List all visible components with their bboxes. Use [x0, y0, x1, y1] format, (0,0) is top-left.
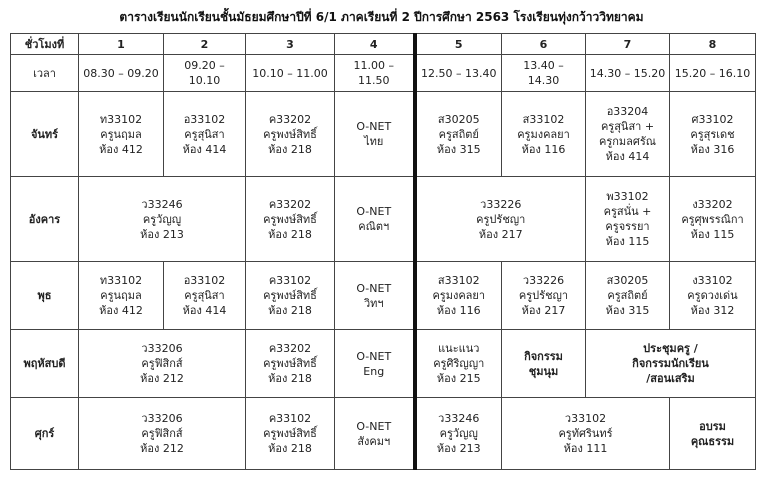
time-p4-start: 11.00 –: [353, 59, 394, 72]
room: ห้อง 312: [690, 304, 735, 317]
time-p6-end: 14.30: [527, 74, 560, 87]
room: ห้อง 116: [436, 304, 481, 317]
onet-subject: สังคมฯ: [357, 434, 391, 448]
room: ห้อง 212: [140, 372, 184, 385]
activity-line-2: กิจกรรมนักเรียน: [632, 357, 709, 370]
teacher: ครูพงษ์สิทธิ์: [263, 357, 317, 370]
onet-label: O-NET: [356, 281, 392, 295]
time-p4: [335, 55, 415, 92]
onet-subject: ไทย: [364, 135, 384, 148]
meeting-activity-cell: [586, 330, 756, 398]
period-3-header: 3: [246, 34, 335, 55]
teacher: ครูดวงเด่น: [687, 289, 738, 302]
room: ห้อง 215: [436, 372, 481, 385]
room: ห้อง 414: [182, 304, 227, 317]
class-cell: [246, 262, 335, 330]
day-row-tuesday: [11, 177, 756, 262]
teacher: ครูนฤมล: [100, 127, 142, 141]
subject-code: ค33102: [268, 274, 312, 287]
day-label-friday: ศุกร์: [11, 398, 79, 470]
subject-code: ส33102: [522, 112, 565, 126]
onet-cell: [335, 398, 415, 470]
teacher: ครูฟิสิกส์: [141, 357, 183, 370]
onet-label: O-NET: [356, 349, 392, 363]
time-p1: 08.30 – 09.20: [79, 55, 164, 92]
subject-code: อ33102: [183, 112, 226, 126]
teacher: ครูมงคลยา: [517, 127, 570, 141]
subject-code: ง33202: [692, 197, 733, 211]
subject-code: ศ33102: [691, 112, 734, 126]
teacher: ครูทัศรินทร์: [558, 427, 613, 440]
subject-code: ค33202: [268, 342, 312, 355]
teacher: ครูสุนิสา +: [600, 120, 655, 133]
activity-line-2: คุณธรรม: [690, 434, 735, 448]
period-4-header: 4: [335, 34, 415, 55]
subject-code: ว33246: [438, 412, 480, 425]
subject-code: ท33102: [99, 274, 143, 287]
page-title: ตารางเรียนนักเรียนชั้นมัธยมศึกษาปีที่ 6/1 ภาคเรียนที่ 2 ปีการศึกษา 2563 โรงเรียนทุ่งกว้าววิทยาคม: [119, 10, 644, 24]
period-8-header: 8: [670, 34, 756, 55]
teacher: ครูวัญญู: [142, 212, 182, 226]
time-p7: 14.30 – 15.20: [586, 55, 670, 92]
onet-label: O-NET: [356, 419, 392, 433]
teacher: ครูพงษ์สิทธิ์: [263, 427, 317, 440]
time-p6-start: 13.40 –: [523, 59, 564, 72]
class-cell: [586, 92, 670, 177]
class-cell: [164, 92, 246, 177]
teacher: ครูปรัชญา: [518, 289, 569, 302]
time-p2-start: 09.20 –: [184, 59, 225, 72]
subject-code: ค33202: [268, 197, 312, 211]
room: ห้อง 218: [268, 304, 312, 317]
class-cell: [246, 330, 335, 398]
class-cell: [415, 398, 502, 470]
subject-code: ส33102: [437, 274, 480, 287]
class-cell: [164, 262, 246, 330]
teacher: ครูพงษ์สิทธิ์: [263, 127, 317, 141]
class-cell: [415, 177, 586, 262]
subject-code: ง33102: [692, 274, 733, 287]
onet-subject: วิทฯ: [363, 296, 384, 310]
day-label-thursday: พฤหัสบดี: [11, 330, 79, 398]
subject-code: แนะแนว: [438, 342, 480, 355]
room: ห้อง 217: [521, 304, 566, 317]
activity-line-1: ประชุมครู /: [643, 342, 698, 355]
activity-line-1: อบรม: [699, 419, 726, 433]
room: ห้อง 414: [605, 150, 650, 163]
room: ห้อง 412: [99, 142, 143, 156]
time-row: [11, 55, 756, 92]
room: ห้อง 115: [605, 235, 650, 248]
subject-code: อ33204: [606, 105, 649, 118]
class-cell: [79, 330, 246, 398]
teacher: ครูพงษ์สิทธิ์: [263, 212, 317, 226]
room: ห้อง 115: [690, 227, 735, 241]
time-p6: [502, 55, 586, 92]
room: ห้อง 218: [268, 142, 312, 156]
time-p8: 15.20 – 16.10: [670, 55, 756, 92]
teacher: ครูสุรเดช: [690, 127, 735, 141]
teacher-2: ครูกมลศรัณ: [598, 135, 656, 148]
class-cell: [79, 92, 164, 177]
class-cell: [586, 262, 670, 330]
activity-line-3: /สอนเสริม: [646, 372, 695, 385]
onet-cell: [335, 177, 415, 262]
subject-code: ว33246: [141, 197, 183, 211]
time-p2: [164, 55, 246, 92]
period-1-header: 1: [79, 34, 164, 55]
subject-code: ท33102: [99, 112, 143, 126]
room: ห้อง 218: [268, 372, 312, 385]
room: ห้อง 116: [521, 142, 566, 156]
day-row-wednesday: [11, 262, 756, 330]
room: ห้อง 111: [563, 442, 608, 455]
time-p4-end: 11.50: [358, 74, 390, 87]
room: ห้อง 213: [436, 442, 481, 455]
club-activity-cell: [502, 330, 586, 398]
day-label-tuesday: อังคาร: [11, 177, 79, 262]
class-cell: [246, 177, 335, 262]
moral-training-cell: [670, 398, 756, 470]
period-7-header: 7: [586, 34, 670, 55]
room: ห้อง 218: [268, 442, 312, 455]
onet-label: O-NET: [356, 120, 392, 133]
room: ห้อง 218: [268, 227, 312, 241]
subject-code: ส30205: [437, 112, 480, 126]
timetable: [10, 33, 756, 470]
teacher: ครูสุนิสา: [184, 127, 225, 141]
class-cell: [79, 262, 164, 330]
teacher: ครูศุพรรณิกา: [681, 212, 744, 226]
onet-label: O-NET: [356, 205, 392, 218]
day-row-friday: [11, 398, 756, 470]
room: ห้อง 315: [436, 142, 481, 156]
class-cell: [79, 177, 246, 262]
class-cell: [246, 92, 335, 177]
activity-line-2: ชุมนุม: [528, 364, 559, 378]
subject-code: อ33102: [183, 274, 226, 287]
class-cell: [502, 92, 586, 177]
time-p2-end: 10.10: [188, 74, 221, 87]
class-cell: [79, 398, 246, 470]
subject-code: ว33226: [480, 197, 522, 211]
day-label-monday: จันทร์: [11, 92, 79, 177]
class-cell: [415, 262, 502, 330]
teacher: ครูศิริญญา: [433, 357, 485, 370]
subject-code: ว33206: [141, 342, 183, 355]
teacher: ครูมงคลยา: [432, 289, 486, 302]
class-cell: [415, 92, 502, 177]
time-p3: 10.10 – 11.00: [246, 55, 335, 92]
subject-code: พ33102: [606, 190, 649, 203]
subject-code: ว33102: [564, 412, 607, 425]
teacher: ครูฟิสิกส์: [141, 427, 183, 440]
subject-code: ส30205: [606, 274, 649, 287]
teacher: ครูนฤมล: [100, 289, 142, 302]
room: ห้อง 213: [140, 227, 184, 241]
teacher-2: ครูจรรยา: [605, 220, 650, 233]
teacher: ครูปรัชญา: [476, 212, 526, 226]
period-6-header: 6: [502, 34, 586, 55]
teacher: ครูสนั่น +: [603, 205, 652, 218]
period-2-header: 2: [164, 34, 246, 55]
subject-code: ค33202: [268, 112, 312, 126]
onet-subject: คณิตฯ: [358, 220, 390, 233]
teacher: ครูสถิตย์: [438, 127, 479, 141]
day-row-monday: [11, 92, 756, 177]
class-cell: [246, 398, 335, 470]
time-label: เวลา: [11, 55, 79, 92]
subject-code: ค33102: [268, 412, 312, 425]
teacher: ครูวัญญู: [439, 427, 478, 440]
onet-cell: [335, 330, 415, 398]
class-cell: [502, 262, 586, 330]
room: ห้อง 315: [605, 304, 650, 317]
room: ห้อง 217: [478, 227, 523, 241]
class-cell: [670, 177, 756, 262]
period-label: ชั่วโมงที่: [11, 34, 79, 55]
subject-code: ว33226: [522, 274, 565, 287]
activity-line-1: กิจกรรม: [524, 349, 563, 363]
class-cell: [586, 177, 670, 262]
room: ห้อง 212: [140, 442, 184, 455]
teacher: ครูพงษ์สิทธิ์: [263, 289, 317, 302]
teacher: ครูสถิตย์: [607, 289, 648, 302]
class-cell: [670, 92, 756, 177]
class-cell: [502, 398, 670, 470]
day-label-wednesday: พุธ: [11, 262, 79, 330]
room: ห้อง 412: [99, 304, 143, 317]
class-cell: [415, 330, 502, 398]
onet-cell: [335, 92, 415, 177]
onet-subject: Eng: [363, 364, 385, 378]
teacher: ครูสุนิสา: [184, 289, 225, 302]
time-p5: 12.50 – 13.40: [415, 55, 502, 92]
room: ห้อง 414: [182, 142, 227, 156]
room: ห้อง 316: [690, 142, 735, 156]
period-5-header: 5: [415, 34, 502, 55]
class-cell: [670, 262, 756, 330]
subject-code: ว33206: [141, 412, 183, 425]
header-row: [11, 34, 756, 55]
day-row-thursday: [11, 330, 756, 398]
onet-cell: [335, 262, 415, 330]
